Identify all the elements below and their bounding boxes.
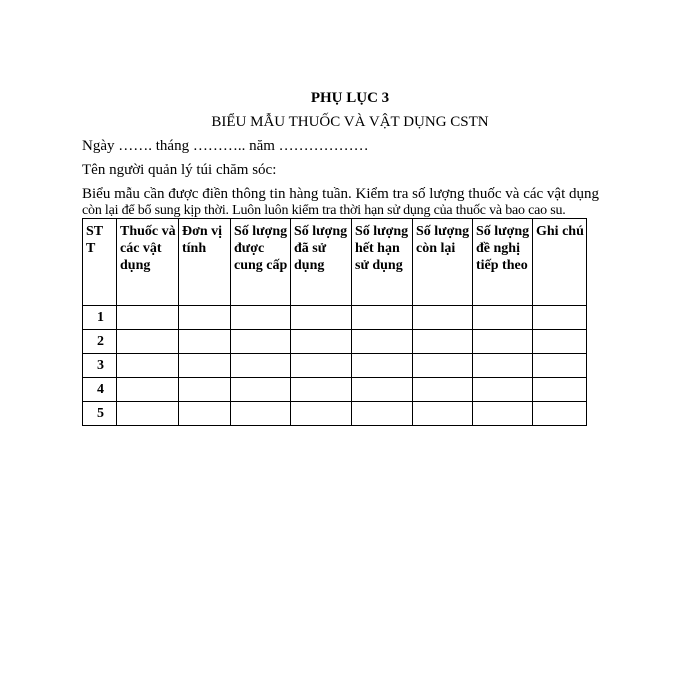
instruction-line-1: Biểu mẫu cần được điền thông tin hàng tuần. Kiểm tra số lượng thuốc và các vật dụng xyxy=(82,186,599,202)
table-header-row xyxy=(83,219,587,306)
date-line: Ngày ……. tháng ……….. năm ……………… xyxy=(82,138,369,154)
cell-unit[interactable] xyxy=(179,306,231,330)
cell-requested[interactable] xyxy=(473,354,533,378)
header-unit: Đơn vị tính xyxy=(179,219,231,306)
cell-supplied[interactable] xyxy=(231,306,291,330)
cell-requested[interactable] xyxy=(473,378,533,402)
cell-used[interactable] xyxy=(291,306,352,330)
cell-item[interactable] xyxy=(117,402,179,426)
cell-notes[interactable] xyxy=(533,354,587,378)
cell-expired[interactable] xyxy=(352,306,413,330)
cell-supplied[interactable] xyxy=(231,402,291,426)
cell-notes[interactable] xyxy=(533,306,587,330)
cell-expired[interactable] xyxy=(352,330,413,354)
appendix-title: PHỤ LỤC 3 xyxy=(310,90,390,106)
manager-line: Tên người quản lý túi chăm sóc: xyxy=(82,162,277,178)
cell-remaining[interactable] xyxy=(413,402,473,426)
cell-item[interactable] xyxy=(117,306,179,330)
cell-expired[interactable] xyxy=(352,378,413,402)
cell-remaining[interactable] xyxy=(413,306,473,330)
form-title: BIỂU MẪU THUỐC VÀ VẬT DỤNG CSTN xyxy=(211,114,489,130)
instruction-line-2: còn lại để bổ sung kịp thời. Luôn luôn kiểm tra thời hạn sử dụng của thuốc và bao cao su. xyxy=(82,203,566,218)
table-row xyxy=(83,378,587,402)
cell-item[interactable] xyxy=(117,354,179,378)
cell-used[interactable] xyxy=(291,354,352,378)
cell-unit[interactable] xyxy=(179,330,231,354)
cell-expired[interactable] xyxy=(352,402,413,426)
cell-used[interactable] xyxy=(291,402,352,426)
header-used: Số lượng đã sử dụng xyxy=(291,219,352,306)
header-requested: Số lượng đề nghị tiếp theo xyxy=(473,219,533,306)
cell-remaining[interactable] xyxy=(413,354,473,378)
row-number: 3 xyxy=(83,354,117,378)
cell-requested[interactable] xyxy=(473,306,533,330)
cell-item[interactable] xyxy=(117,330,179,354)
cell-supplied[interactable] xyxy=(231,354,291,378)
header-remaining: Số lượng còn lại xyxy=(413,219,473,306)
cell-remaining[interactable] xyxy=(413,330,473,354)
header-item: Thuốc và các vật dụng xyxy=(117,219,179,306)
header-notes: Ghi chú xyxy=(533,219,587,306)
cell-used[interactable] xyxy=(291,330,352,354)
cell-unit[interactable] xyxy=(179,402,231,426)
cell-notes[interactable] xyxy=(533,330,587,354)
row-number: 4 xyxy=(83,378,117,402)
medicine-supplies-table xyxy=(82,218,587,426)
cell-supplied[interactable] xyxy=(231,330,291,354)
row-number: 5 xyxy=(83,402,117,426)
cell-supplied[interactable] xyxy=(231,378,291,402)
cell-unit[interactable] xyxy=(179,354,231,378)
table-row xyxy=(83,402,587,426)
cell-remaining[interactable] xyxy=(413,378,473,402)
cell-unit[interactable] xyxy=(179,378,231,402)
cell-requested[interactable] xyxy=(473,402,533,426)
cell-expired[interactable] xyxy=(352,354,413,378)
header-expired: Số lượng hết hạn sử dụng xyxy=(352,219,413,306)
table-row xyxy=(83,354,587,378)
cell-notes[interactable] xyxy=(533,378,587,402)
row-number: 1 xyxy=(83,306,117,330)
row-number: 2 xyxy=(83,330,117,354)
cell-requested[interactable] xyxy=(473,330,533,354)
cell-notes[interactable] xyxy=(533,402,587,426)
table-row xyxy=(83,306,587,330)
table-row xyxy=(83,330,587,354)
cell-used[interactable] xyxy=(291,378,352,402)
header-stt: ST T xyxy=(83,219,117,306)
header-supplied: Số lượng được cung cấp xyxy=(231,219,291,306)
cell-item[interactable] xyxy=(117,378,179,402)
